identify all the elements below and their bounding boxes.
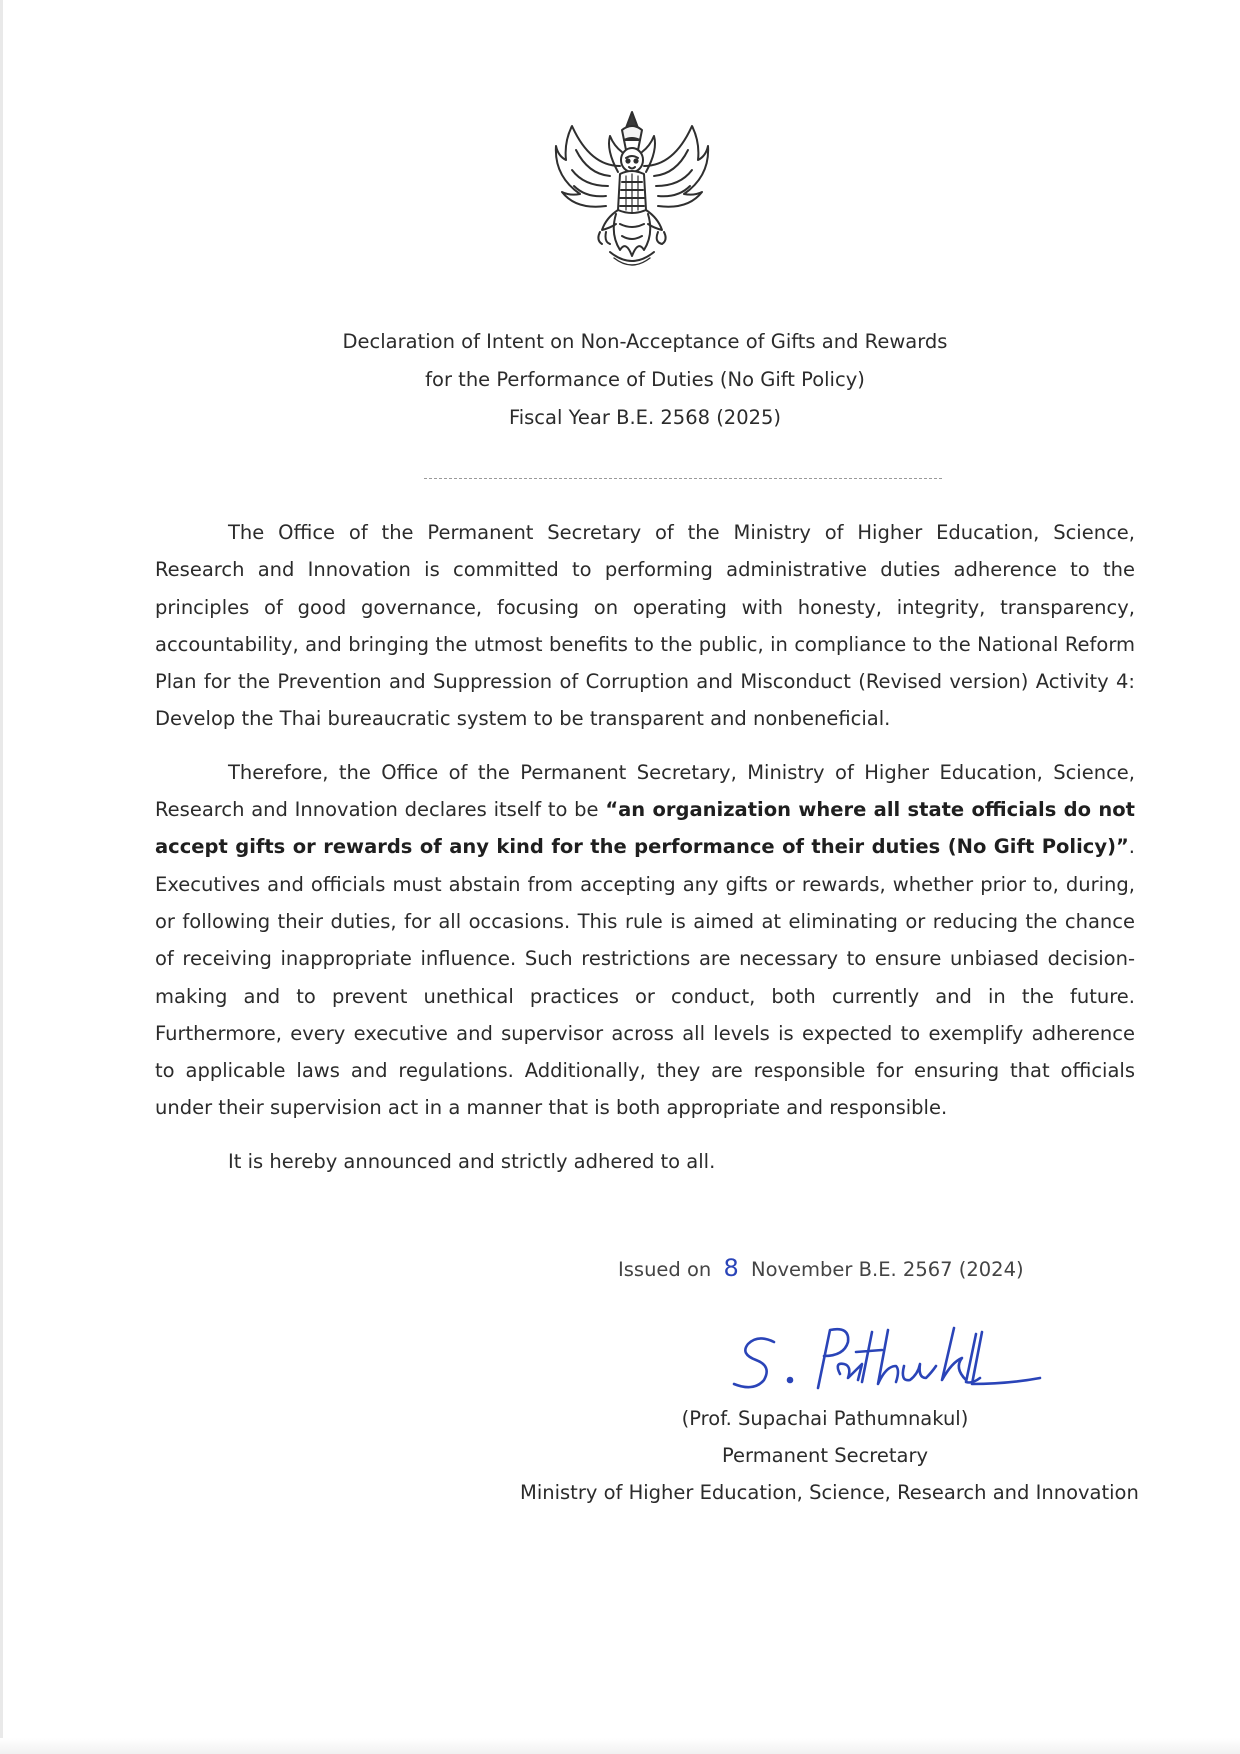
paragraph-1: The Office of the Permanent Secretary of the Ministry of Higher Education, Science, Research and Innovation is committed to performing administrative duties adherence to the principles of good governance, focusing on operating with honesty, integrity, transparency, accountability, and bringing the utmost benefits to the public, in compliance to the National Reform Plan for the Prevention and Suppression of Corruption and Misconduct (Revised version) Activity 4: Develop the Thai bureaucratic system to be transparent and nonbeneficial. bbox=[155, 521, 1135, 731]
signer-name: (Prof. Supachai Pathumnakul) bbox=[681, 1407, 969, 1430]
title-line-2: for the Performance of Duties (No Gift Policy) bbox=[425, 368, 865, 391]
page-edge-bottom bbox=[0, 1738, 1240, 1754]
paragraph-2 bbox=[155, 754, 1135, 1127]
issued-date bbox=[618, 1253, 1024, 1285]
document-body bbox=[155, 514, 1135, 1196]
document-title bbox=[0, 323, 1240, 437]
issued-suffix: November B.E. 2567 (2024) bbox=[750, 1258, 1024, 1281]
handwritten-signature bbox=[722, 1322, 1042, 1402]
signer-position: Permanent Secretary bbox=[721, 1444, 929, 1467]
policy-statement: “an organization where all state officials do not accept gifts or rewards of any kind for the performance of their duties (No Gift Policy)” bbox=[155, 798, 1135, 859]
issued-prefix: Issued on bbox=[618, 1258, 712, 1281]
paragraph-3: It is hereby announced and strictly adhered to all. bbox=[228, 1149, 716, 1173]
issued-day: 8 bbox=[723, 1254, 739, 1282]
page-edge bbox=[0, 0, 3, 1754]
title-line-3: Fiscal Year B.E. 2568 (2025) bbox=[508, 406, 782, 429]
garuda-emblem-icon bbox=[550, 106, 714, 270]
signer-block bbox=[520, 1400, 1139, 1511]
title-line-1: Declaration of Intent on Non-Acceptance of Gifts and Rewards bbox=[342, 330, 948, 353]
title-divider bbox=[424, 478, 942, 479]
paragraph-2-rest: . Executives and officials must abstain from accepting any gifts or rewards, whether prior to, during, or following their duties, for all occasions. This rule is aimed at eliminating or reducing the chance of receiving inappropriate influence. Such restrictions are necessary to ensure unbiased decision-making and to prevent unethical practices or conduct, both currently and in the future. Furthermore, every executive and supervisor across all levels is expected to exemplify adherence to applicable laws and regulations. Additionally, they are responsible for ensuring that officials under their supervision act in a manner that is both appropriate and responsible. bbox=[155, 835, 1135, 1120]
signer-organization: Ministry of Higher Education, Science, Research and Innovation bbox=[520, 1481, 1139, 1504]
paragraph-2-intro: Therefore, the Office of the Permanent Secretary, Ministry of Higher Education, Science, Research and Innovation declares itself to be bbox=[155, 760, 1135, 822]
